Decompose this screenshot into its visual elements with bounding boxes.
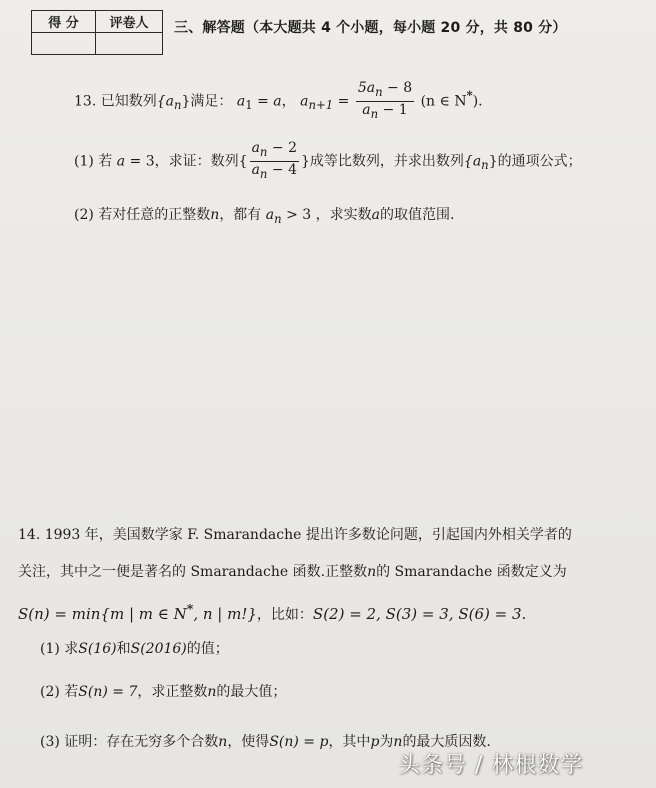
watermark: 头条号 / 林根数学 [398,753,584,778]
q13-stem: 13. 已知数列$\{a_n\}$满足： $a_1 = a$， $a_{n+1}$ = $\frac{5a_n - 8}{a_n - 1}$ (n ∈ N*). [74,80,483,121]
q14-line2: 关注，其中之一便是著名的 Smarandache 函数.正整数n的 Smarandache 函数定义为 [18,564,567,580]
q14-definition: S(n) = min{m | m ∈ N*, n | m!}，比如：S(2) = 2, S(3) = 3, S(6) = 3. [18,601,527,623]
q14-part2: (2) 若S(n) = 7，求正整数n的最大值； [40,684,287,700]
q13-part2: (2) 若对任意的正整数n，都有 $a_n > 3$ ，求实数a的取值范围. [74,207,455,226]
q14-part3: (3) 证明：存在无穷多个合数n，使得S(n) = p，其中p为n的最大质因数. [40,734,491,750]
score-cell [32,33,96,55]
grader-header: 评卷人 [96,11,163,33]
ratio-fraction: $\frac{a_n - 2}{a_n - 4}$ [251,140,297,181]
grader-cell [96,33,163,55]
q13-part1: (1) 若 a = 3，求证：数列{ $\frac{a_n - 2}{a_n - 4}$ }成等比数列，并求出数列$\{a_n\}$的通项公式； [74,140,582,181]
q14-part1: (1) 求S(16)和S(2016)的值； [40,641,229,657]
recurrence-fraction: $\frac{5a_n - 8}{a_n - 1}$ [357,80,413,121]
score-header: 得 分 [32,11,96,33]
section-title: 三、解答题（本大题共 4 个小题，每小题 20 分，共 80 分） [174,20,567,36]
score-box [31,10,163,55]
q14-line1: 14. 1993 年，美国数学家 F. Smarandache 提出许多数论问题，引起国内外相关学者的 [18,527,572,543]
